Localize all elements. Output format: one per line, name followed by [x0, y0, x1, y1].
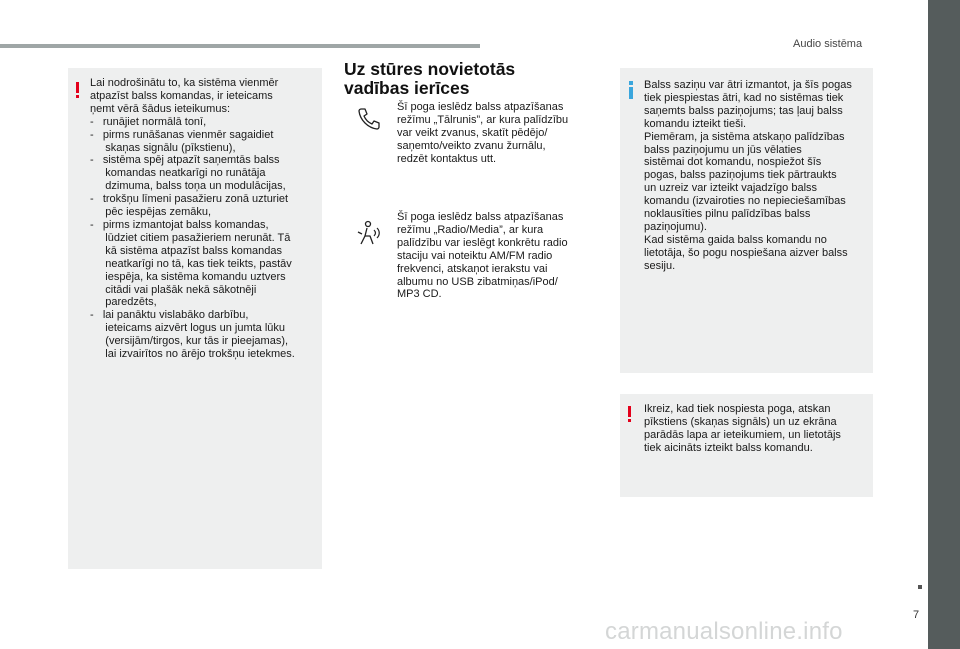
- right-info-box: [620, 68, 873, 373]
- voice-command-icon: [354, 220, 384, 250]
- header-rule: [0, 44, 480, 48]
- page-marker: [918, 585, 922, 589]
- section-title: Audio sistēma: [793, 38, 863, 50]
- watermark: carmanualsonline.info: [605, 618, 843, 645]
- info-icon: [628, 81, 634, 99]
- warning-exclamation-icon: [76, 82, 80, 98]
- right-info-text: Balss saziņu var ātri izmantot, ja šīs pogas tiek piespiestas ātri, kad no sistēmas tiek saņemts balss paziņojums; tas ļauj balss komandu izteikt tieši. Piemēram, ja sistēma atskaņo palīdzības balss paziņojumu un jūs vēlaties sistēmai dot komandu, nospiežot šīs pogas, balss paziņojums tiek pārtraukts un uzreiz var izteikt vajadzīgo balss komandu (izvairoties no nepieciešamības noklausīties pilnu palīdzības balss paziņojumu). Kad sistēma gaida balss komandu no lietotāja, šo pogu nospiešana aizver balss sesiju.: [644, 79, 852, 272]
- page-number: 7: [913, 609, 920, 621]
- phone-button-description: Šī poga ieslēdz balss atpazīšanas režīmu „Tālrunis”, ar kura palīdzību var veikt zvanus, skatīt pēdējo/ saņemto/veikto zvanu žurnālu, redzēt kontaktus utt.: [397, 101, 569, 165]
- right-warning-box: [620, 394, 873, 497]
- phone-handset-icon: [356, 106, 382, 132]
- section-heading: Uz stūres novietotās vadības ierīces: [344, 59, 516, 98]
- page-edge-strip: [928, 0, 960, 649]
- left-note-text: Lai nodrošinātu to, ka sistēma vienmēr atpazīst balss komandas, ir ieteicams ņemt vērā šādus ieteikumus: - runājiet normālā tonī, - pirms runāšanas vienmēr sagaidiet skaņas signālu (pīkstienu), - sistēma spēj atpazīt saņemtās balss komandas neatkarīgi no runātāja dzimuma, balss toņa un modulācijas, - trokšņu līmeni pasažieru zonā uzturiet pēc iespējas zemāku, - pirms izmantojat balss komandas, lūdziet citiem pasažieriem nerunāt. Tā kā sistēma atpazīst balss komandas neatkarīgi no tā, kas tiek teikts, pastāv iespēja, ka sistēma komandu uztvers citādi vai plašāk nekā sākotnēji paredzēts, - lai panāktu vislabāko darbību, ieteicams aizvērt logus un jumta lūku (versijām/tirgos, kur tās ir pieejamas), lai izvairītos no ārējo trokšņu ietekmes.: [90, 77, 295, 361]
- warning-exclamation-icon: [628, 406, 632, 422]
- right-warning-text: Ikreiz, kad tiek nospiesta poga, atskan pīkstiens (skaņas signāls) un uz ekrāna parādās lapa ar ieteikumiem, un lietotājs tiek aicināts izteikt balss komandu.: [644, 403, 841, 454]
- voice-button-description: Šī poga ieslēdz balss atpazīšanas režīmu „Radio/Media”, ar kura palīdzību var ieslēgt konkrētu radio staciju vai noteiktu AM/FM radio frekvenci, atskaņot ierakstu vai albumu no USB zibatmiņas/iPod/ MP3 CD.: [397, 211, 568, 301]
- left-note-box: [68, 68, 322, 569]
